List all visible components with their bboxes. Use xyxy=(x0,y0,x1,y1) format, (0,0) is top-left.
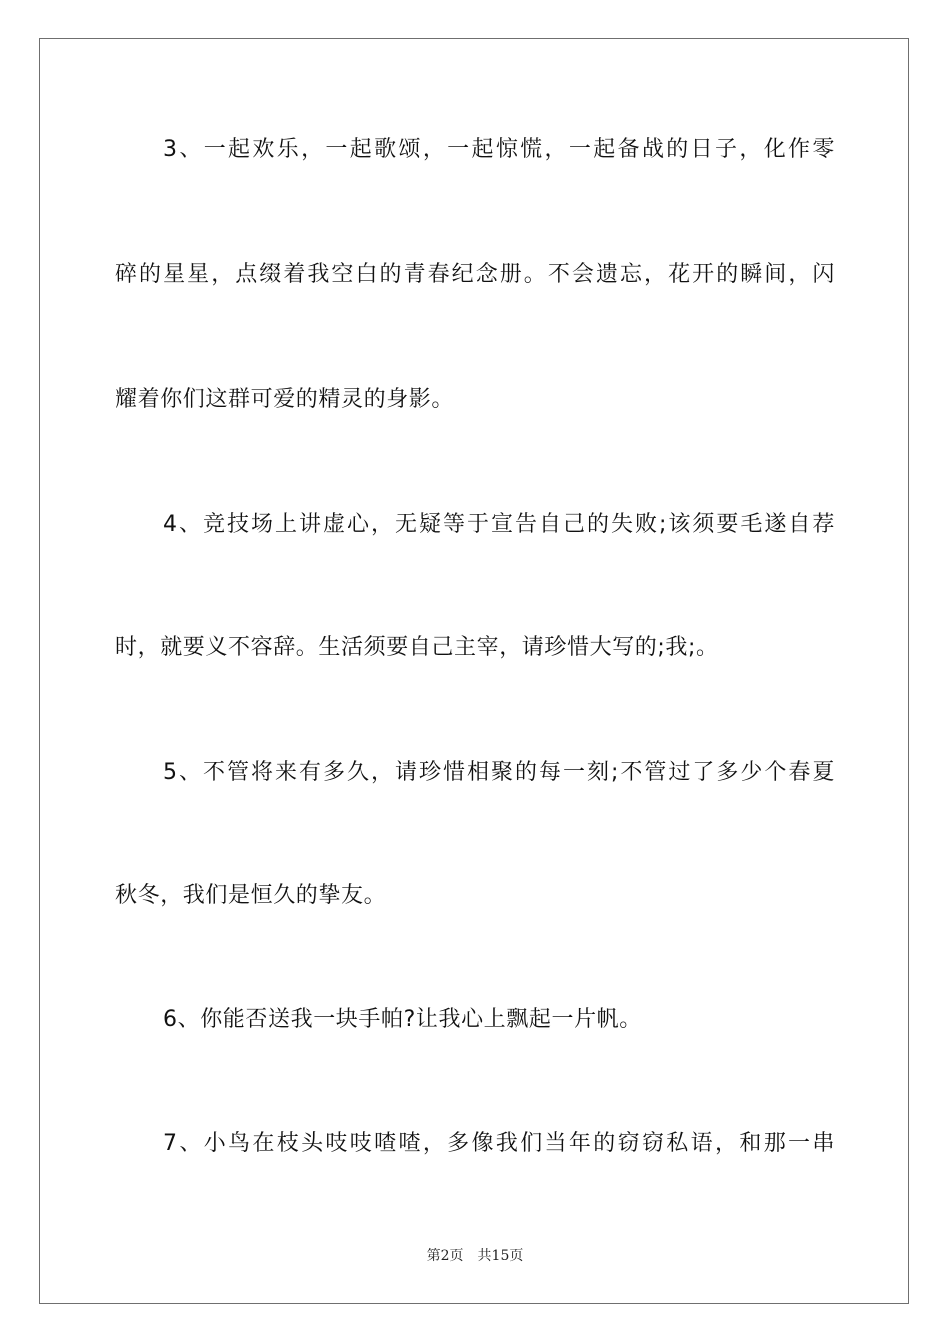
paragraph-5-line-2: 秋冬，我们是恒久的挚友。 xyxy=(115,883,387,908)
paragraph-5-line-1: 5、不管将来有多久，请珍惜相聚的每一刻;不管过了多少个春夏 xyxy=(163,760,835,785)
page-border xyxy=(39,38,909,1304)
page-footer xyxy=(0,1246,950,1266)
paragraph-7-line-1: 7、小鸟在枝头吱吱喳喳，多像我们当年的窃窃私语，和那一串 xyxy=(163,1131,835,1156)
paragraph-4-line-2: 时，就要义不容辞。生活须要自己主宰，请珍惜大写的;我;。 xyxy=(115,635,719,660)
paragraph-3-line-3: 耀着你们这群可爱的精灵的身影。 xyxy=(115,387,455,412)
paragraph-3-line-2: 碎的星星，点缀着我空白的青春纪念册。不会遗忘，花开的瞬间，闪 xyxy=(115,262,835,287)
page-total: 共15页 xyxy=(477,1248,524,1264)
page-number: 第2页 xyxy=(426,1248,464,1264)
paragraph-4-line-1: 4、竞技场上讲虚心，无疑等于宣告自己的失败;该须要毛遂自荐 xyxy=(163,512,835,537)
paragraph-3-line-1: 3、一起欢乐，一起歌颂，一起惊慌，一起备战的日子，化作零 xyxy=(163,137,835,162)
paragraph-6-line-1: 6、你能否送我一块手帕?让我心上飘起一片帆。 xyxy=(163,1007,642,1032)
